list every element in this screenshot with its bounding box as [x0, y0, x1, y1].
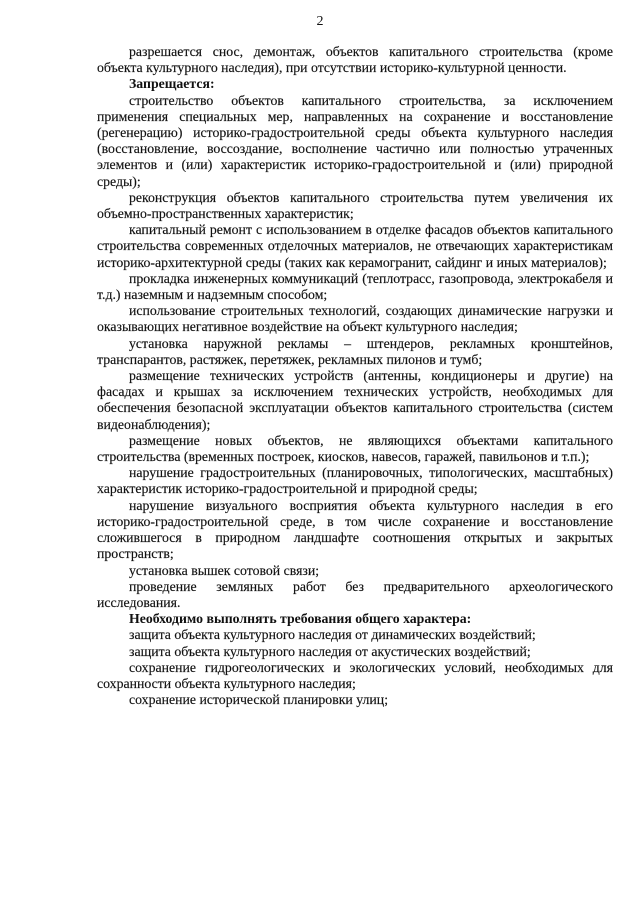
- paragraph-new-objects: размещение новых объектов, не являющихся объектами капитального строительства (временных построек, киосков, навесов, гаражей, павильонов и т.п.);: [97, 432, 613, 465]
- paragraph-cell-towers: установка вышек сотовой связи;: [129, 562, 320, 578]
- paragraph-earthworks: проведение земляных работ без предварительного археологического исследования.: [97, 578, 613, 610]
- heading-prohibited: Запрещается:: [129, 76, 215, 92]
- paragraph-advertising: установка наружной рекламы – штендеров, рекламных кронштейнов, транспарантов, растяжек, перетяжек, рекламных пилонов и тумб;: [97, 335, 613, 367]
- paragraph-reconstruction: реконструкция объектов капитального строительства путем увеличения их объемно-пространственных характеристик;: [97, 189, 613, 222]
- paragraph-hydrogeological: сохранение гидрогеологических и экологических условий, необходимых для сохранности объекта культурного наследия;: [97, 659, 613, 691]
- document-body: [97, 44, 613, 708]
- paragraph-major-repair: капитальный ремонт с использованием в отделке фасадов объектов капитального строительства современных отделочных материалов, не отвечающих характеристикам историко-архитектурной среды (таких как керамогранит, сайдинг и иных материалов);: [97, 222, 613, 270]
- paragraph-street-layout: сохранение исторической планировки улиц;: [129, 692, 389, 708]
- page-number: 2: [316, 14, 324, 29]
- paragraph-urban-characteristics: нарушение градостроительных (планировочных, типологических, масштабных) характеристик историко-градостроительной и природной среды;: [97, 465, 613, 497]
- paragraph-construction: строительство объектов капитального строительства, за исключением применения специальных мер, направленных на сохранение и восстановление (регенерацию) историко-градостроительной среды объекта культурного наследия (восстановление, воссоздание, восполнение частично или полностью утраченных элементов и (или) характеристик историко-градостроительной и (или) природной среды);: [97, 92, 613, 189]
- paragraph-technical-devices: размещение технических устройств (антенны, кондиционеры и другие) на фасадах и крышах за исключением технических устройств, необходимых для обеспечения безопасной эксплуатации объектов капитального строительства (систем видеонаблюдения);: [97, 368, 613, 432]
- paragraph-visual-perception: нарушение визуального восприятия объекта культурного наследия в его историко-градостроительной среде, в том числе сохранение и восстановление сложившегося в природном ландшафте соотношения открытых и закрытых пространств;: [97, 497, 613, 562]
- paragraph-utilities: прокладка инженерных коммуникаций (теплотрасс, газопровода, электрокабеля и т.д.) наземным и надземным способом;: [97, 270, 613, 303]
- paragraph-acoustic-protection: защита объекта культурного наследия от акустических воздействий;: [129, 643, 531, 659]
- heading-general-requirements: Необходимо выполнять требования общего характера:: [129, 611, 472, 627]
- paragraph-demolition-permitted: разрешается снос, демонтаж, объектов капитального строительства (кроме объекта культурного наследия), при отсутствии историко-культурной ценности.: [97, 44, 613, 76]
- paragraph-technologies: использование строительных технологий, создающих динамические нагрузки и оказывающих негативное воздействие на объект культурного наследия;: [97, 303, 613, 335]
- paragraph-dynamic-protection: защита объекта культурного наследия от динамических воздействий;: [129, 627, 536, 643]
